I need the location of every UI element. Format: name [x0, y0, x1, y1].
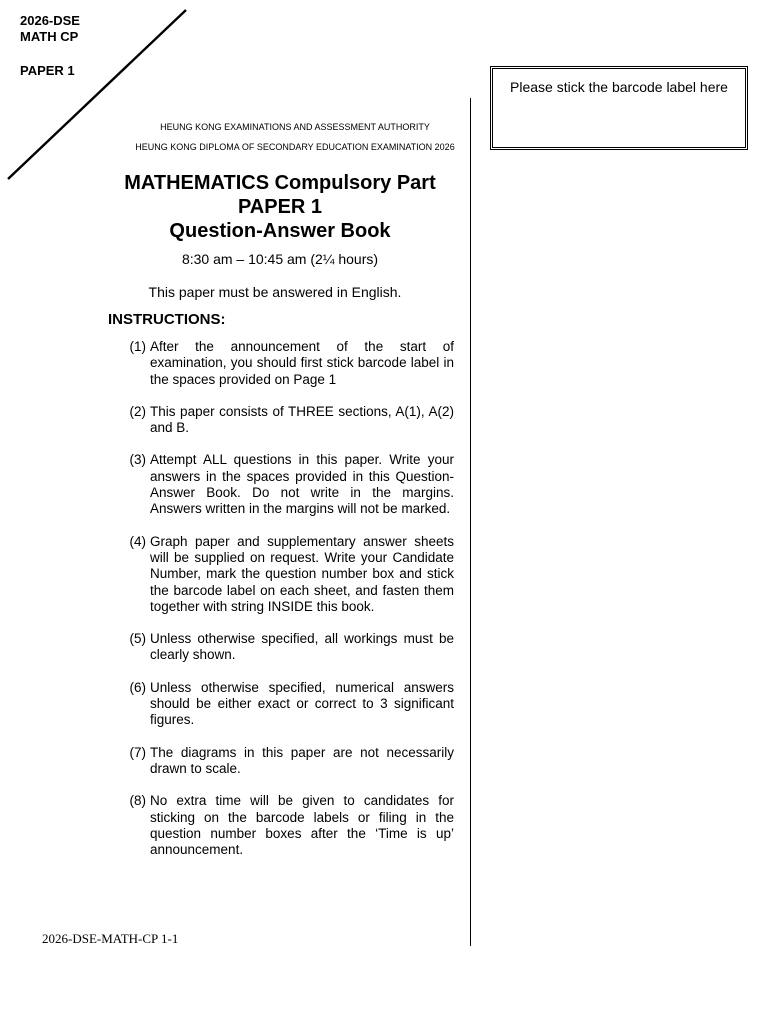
instruction-number: (2) [129, 403, 146, 419]
paper-code-line2: MATH CP [20, 29, 79, 44]
barcode-label-box [490, 66, 748, 150]
instruction-text: No extra time will be given to candidates for sticking on the barcode labels or filing in the question number boxes after the ‘Time is up’ announcement. [150, 793, 454, 858]
instruction-number: (7) [129, 744, 146, 760]
instructions-heading: INSTRUCTIONS: [108, 311, 226, 328]
paper-code-line1: 2026-DSE [20, 13, 80, 28]
instructions-list [118, 339, 454, 874]
instruction-text: The diagrams in this paper are not necessarily drawn to scale. [150, 744, 454, 776]
language-note: This paper must be answered in English. [148, 284, 402, 300]
instruction-item [118, 680, 454, 729]
instruction-item [118, 534, 454, 615]
title-subject: MATHEMATICS Compulsory Part [124, 172, 436, 194]
instruction-number: (6) [129, 679, 146, 695]
instruction-text: This paper consists of THREE sections, A(1), A(2) and B. [150, 403, 454, 436]
exam-time: 8:30 am – 10:45 am (2¼ hours) [181, 251, 379, 267]
paper-title [100, 171, 460, 243]
authority-name: HEUNG KONG EXAMINATIONS AND ASSESSMENT AUTHORITY [160, 122, 430, 132]
instruction-text: Unless otherwise specified, numerical answers should be either exact or correct to 3 significant figures. [150, 679, 454, 728]
exam-name: HEUNG KONG DIPLOMA OF SECONDARY EDUCATION EXAMINATION 2026 [135, 142, 455, 152]
instruction-number: (4) [129, 533, 146, 549]
title-paper: PAPER 1 [237, 196, 323, 218]
instruction-number: (5) [129, 631, 146, 647]
page-footer-code: 2026-DSE-MATH-CP 1-1 [42, 931, 179, 946]
instruction-text: Graph paper and supplementary answer sheets will be supplied on request. Write your Candidate Number, mark the question number box and stick the barcode label on each sheet, and fasten them together with string INSIDE this book. [150, 533, 454, 614]
paper-number: PAPER 1 [20, 63, 75, 78]
instruction-item [118, 404, 454, 437]
instruction-item [118, 745, 454, 778]
instruction-number: (8) [129, 793, 146, 809]
instruction-text: After the announcement of the start of examination, you should first stick barcode label in the spaces provided on Page 1 [150, 339, 454, 387]
title-book: Question-Answer Book [169, 220, 391, 242]
instruction-item [118, 339, 454, 388]
barcode-label-text: Please stick the barcode label here [510, 79, 728, 95]
vertical-divider [470, 98, 471, 946]
corner-diagonal-line [0, 0, 200, 190]
instruction-text: Attempt ALL questions in this paper. Write your answers in the spaces provided in this Question-Answer Book. Do not write in the margins. Answers written in the margins will not be marked. [150, 452, 454, 517]
instruction-number: (3) [129, 452, 146, 468]
instruction-number: (1) [129, 339, 146, 354]
instruction-item [118, 452, 454, 517]
instruction-item [118, 793, 454, 858]
instruction-item [118, 631, 454, 664]
instruction-text: Unless otherwise specified, all workings must be clearly shown. [150, 631, 454, 663]
